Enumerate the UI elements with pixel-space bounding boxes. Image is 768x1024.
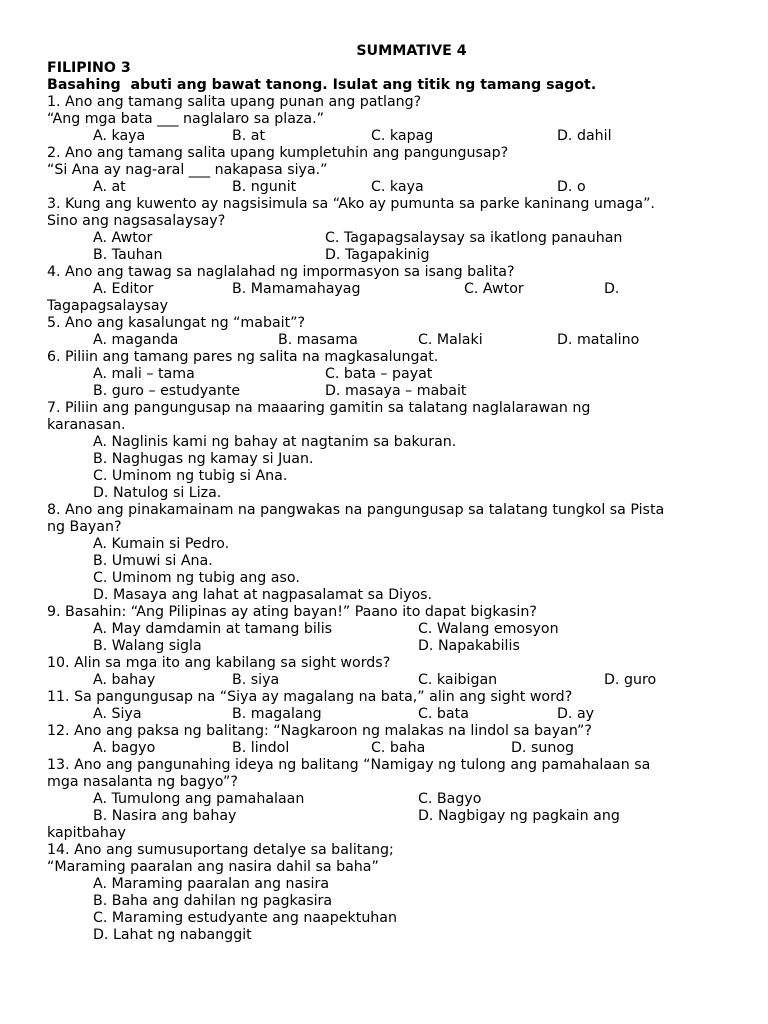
question-4: 4. Ano ang tawag sa naglalahad ng impormasyon sa isang balita? (47, 264, 515, 280)
choice-d: D. Nagbigay ng pagkain ang (418, 808, 620, 824)
choice-a: A. bagyo (93, 740, 156, 756)
choice-a: A. Maraming paaralan ang nasira (93, 876, 330, 892)
choice-b: B. Walang sigla (93, 638, 202, 654)
question-5-choices (47, 332, 728, 349)
question-8: 8. Ano ang pinakamainam na pangwakas na pangungusap sa talatang tungkol sa Pista (47, 502, 665, 518)
question-7: 7. Piliin ang pangungusap na maaaring gamitin sa talatang naglalarawan ng (47, 400, 591, 416)
question-13-cont: mga nasalanta ng bagyo”? (47, 774, 238, 790)
choice-d: D. Napakabilis (418, 638, 520, 654)
choice-b: B. magalang (232, 706, 322, 722)
choice-a: A. maganda (93, 332, 179, 348)
choice-d: D. guro (604, 672, 657, 688)
choice-a: A. kaya (93, 128, 146, 144)
question-5: 5. Ano ang kasalungat ng “mabait”? (47, 315, 306, 331)
choice-c: C. baha (371, 740, 426, 756)
choice-c: C. Maraming estudyante ang naapektuhan (93, 910, 397, 926)
question-1-sentence: “Ang mga bata ___ naglalaro sa plaza.” (47, 111, 324, 127)
choice-b: B. Baha ang dahilan ng pagkasira (93, 893, 333, 909)
choice-c: C. kapag (371, 128, 434, 144)
question-14-sentence: “Maraming paaralan ang nasira dahil sa baha” (47, 859, 379, 875)
question-12-choices (47, 740, 728, 757)
question-3-choices-row2 (47, 247, 728, 264)
question-12: 12. Ano ang paksa ng balitang: “Nagkaroon ng malakas na lindol sa bayan”? (47, 723, 592, 739)
question-7-cont: karanasan. (47, 417, 126, 433)
choice-b: B. lindol (232, 740, 290, 756)
choice-c: C. Bagyo (418, 791, 482, 807)
choice-b: B. guro – estudyante (93, 383, 241, 399)
choice-b: B. Mamamahayag (232, 281, 361, 297)
choice-d: D. Tagapakinig (325, 247, 430, 263)
choice-d: D. Masaya ang lahat at nagpasalamat sa Diyos. (93, 587, 433, 603)
choice-b: B. Nasira ang bahay (93, 808, 237, 824)
choice-d: D. dahil (557, 128, 612, 144)
choice-b: B. Umuwi si Ana. (93, 553, 213, 569)
choice-a: A. bahay (93, 672, 156, 688)
choice-a: A. Tumulong ang pamahalaan (93, 791, 305, 807)
question-3-sentence: Sino ang nagsasalaysay? (47, 213, 226, 229)
choice-a: A. Naglinis kami ng bahay at nagtanim sa bakuran. (93, 434, 457, 450)
choice-a: A. Awtor (93, 230, 153, 246)
question-8-cont: ng Bayan? (47, 519, 122, 535)
choice-b: B. Tauhan (93, 247, 163, 263)
question-11-choices (47, 706, 728, 723)
choice-a: A. at (93, 179, 126, 195)
choice-c: C. Malaki (418, 332, 483, 348)
choice-c: C. Walang emosyon (418, 621, 559, 637)
choice-b: B. ngunit (232, 179, 297, 195)
choice-c: C. Uminom ng tubig si Ana. (93, 468, 288, 484)
question-10: 10. Alin sa mga ito ang kabilang sa sight words? (47, 655, 391, 671)
question-3: 3. Kung ang kuwento ay nagsisimula sa “Ako ay pumunta sa parke kaninang umaga”. (47, 196, 655, 212)
choice-b: B. at (232, 128, 266, 144)
question-1-choices (47, 128, 728, 145)
choice-c: C. kaibigan (418, 672, 498, 688)
choice-c: C. Awtor (464, 281, 524, 297)
question-13: 13. Ano ang pangunahing ideya ng balitang “Namigay ng tulong ang pamahalaan sa (47, 757, 651, 773)
choice-d: D. (604, 281, 620, 297)
instructions: Basahing abuti ang bawat tanong. Isulat ang titik ng tamang sagot. (47, 77, 597, 93)
choice-c: C. kaya (371, 179, 424, 195)
question-4-choice-d-cont: Tagapagsalaysay (47, 298, 169, 314)
question-6: 6. Piliin ang tamang pares ng salita na magkasalungat. (47, 349, 439, 365)
question-2-choices (47, 179, 728, 196)
question-13-choices-row1 (47, 791, 728, 808)
question-3-choices-row1 (47, 230, 728, 247)
choice-c: C. Tagapagsalaysay sa ikatlong panauhan (325, 230, 623, 246)
choice-d: D. Natulog si Liza. (93, 485, 222, 501)
question-1: 1. Ano ang tamang salita upang punan ang patlang? (47, 94, 422, 110)
choice-a: A. Siya (93, 706, 142, 722)
choice-c: C. bata – payat (325, 366, 433, 382)
question-2-sentence: “Si Ana ay nag-aral ___ nakapasa siya.” (47, 162, 328, 178)
question-13-choices-row2 (47, 808, 728, 825)
choice-b: B. masama (278, 332, 358, 348)
choice-a: A. Kumain si Pedro. (93, 536, 230, 552)
choice-d: D. matalino (557, 332, 640, 348)
choice-c: C. bata (418, 706, 469, 722)
choice-d: D. o (557, 179, 586, 195)
choice-a: A. Editor (93, 281, 154, 297)
question-10-choices (47, 672, 728, 689)
question-11: 11. Sa pangungusap na “Siya ay magalang na bata,” alin ang sight word? (47, 689, 573, 705)
choice-a: A. May damdamin at tamang bilis (93, 621, 333, 637)
subject-label: FILIPINO 3 (47, 60, 131, 76)
question-9-choices-row1 (47, 621, 728, 638)
question-6-choices-row1 (47, 366, 728, 383)
question-6-choices-row2 (47, 383, 728, 400)
choice-d: D. masaya – mabait (325, 383, 467, 399)
question-13-choice-d-cont: kapitbahay (47, 825, 126, 841)
question-2: 2. Ano ang tamang salita upang kumpletuhin ang pangungusap? (47, 145, 509, 161)
choice-c: C. Uminom ng tubig ang aso. (93, 570, 300, 586)
choice-b: B. Naghugas ng kamay si Juan. (93, 451, 314, 467)
question-14: 14. Ano ang sumusuportang detalye sa balitang; (47, 842, 394, 858)
question-9: 9. Basahin: “Ang Pilipinas ay ating bayan!” Paano ito dapat bigkasin? (47, 604, 537, 620)
choice-a: A. mali – tama (93, 366, 195, 382)
page-title: SUMMATIVE 4 (356, 43, 467, 59)
question-4-choices (47, 281, 728, 298)
choice-d: D. sunog (511, 740, 575, 756)
choice-d: D. Lahat ng nabanggit (93, 927, 252, 943)
question-9-choices-row2 (47, 638, 728, 655)
choice-b: B. siya (232, 672, 280, 688)
choice-d: D. ay (557, 706, 595, 722)
